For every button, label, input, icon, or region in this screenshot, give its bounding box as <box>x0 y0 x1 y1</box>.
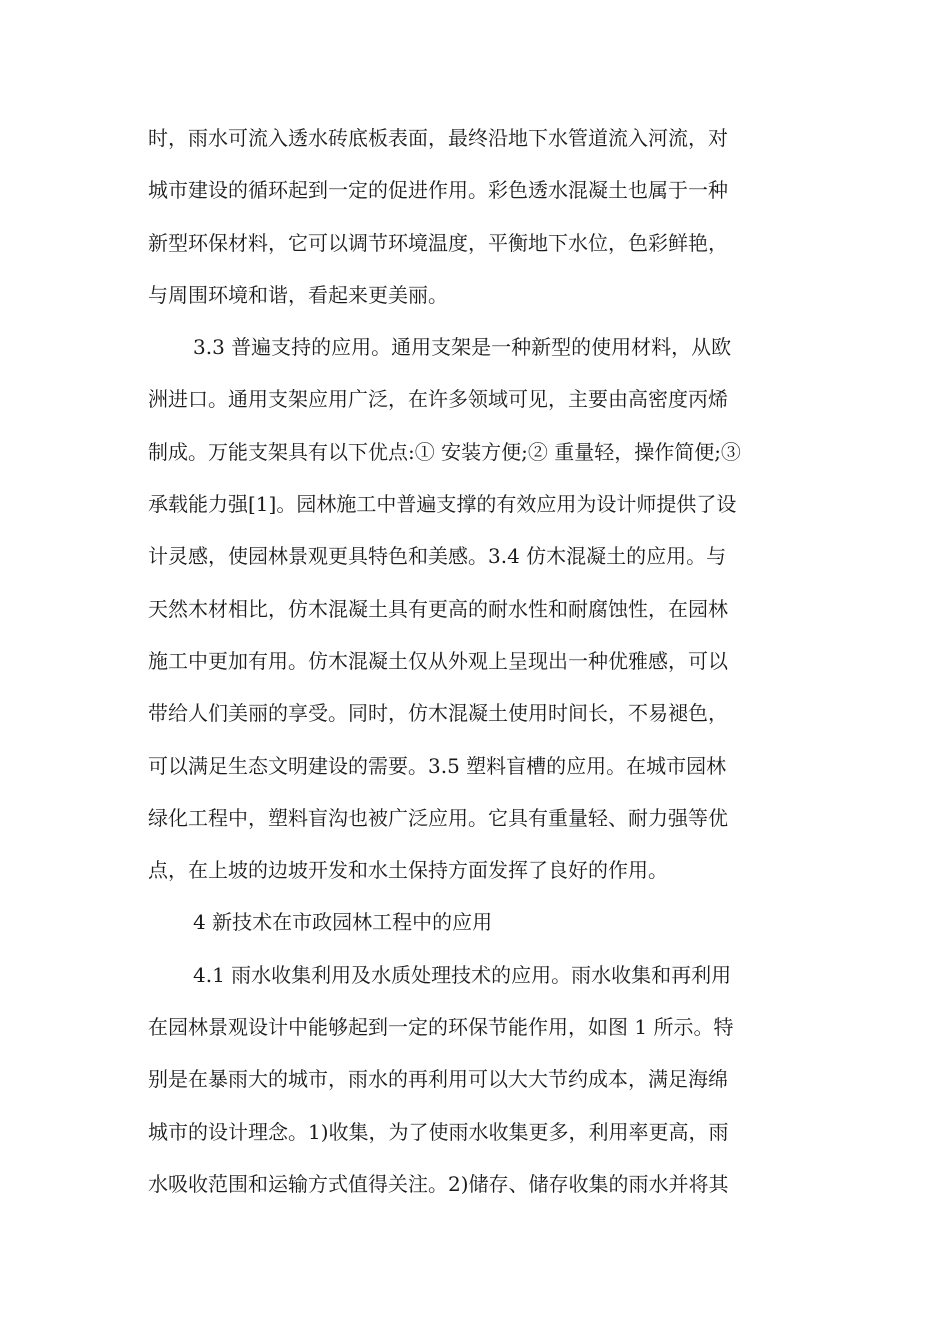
text-line: 施工中更加有用。仿木混凝土仅从外观上呈现出一种优雅感，可以 <box>148 648 728 673</box>
text-line: 计灵感，使园林景观更具特色和美感。3.4 仿木混凝土的应用。与 <box>148 544 727 569</box>
text-line: 制成。万能支架具有以下优点:① 安装方便;② 重量轻，操作简便;③ <box>148 439 741 464</box>
text-line: 别是在暴雨大的城市，雨水的再利用可以大大节约成本，满足海绵 <box>148 1067 728 1092</box>
text-line: 承载能力强[1]。园林施工中普遍支撑的有效应用为设计师提供了设 <box>148 492 737 517</box>
text-line: 在园林景观设计中能够起到一定的环保节能作用，如图 1 所示。特 <box>148 1015 734 1040</box>
text-line: 城市的设计理念。1)收集，为了使雨水收集更多，利用率更高，雨 <box>148 1119 729 1144</box>
text-line: 天然木材相比，仿木混凝土具有更高的耐水性和耐腐蚀性，在园林 <box>148 596 728 621</box>
text-line: 点，在上坡的边坡开发和水土保持方面发挥了良好的作用。 <box>148 858 668 883</box>
text-line: 绿化工程中，塑料盲沟也被广泛应用。它具有重量轻、耐力强等优 <box>148 805 728 830</box>
text-line: 洲进口。通用支架应用广泛，在许多领域可见，主要由高密度丙烯 <box>148 387 728 412</box>
text-line: 带给人们美丽的享受。同时，仿木混凝土使用时间长，不易褪色， <box>148 701 728 726</box>
text-line: 水吸收范围和运输方式值得关注。2)储存、储存收集的雨水并将其 <box>148 1171 729 1196</box>
paragraph-start-4-1: 4.1 雨水收集利用及水质处理技术的应用。雨水收集和再利用 <box>193 962 732 987</box>
text-line: 与周围环境和谐，看起来更美丽。 <box>148 282 448 307</box>
text-line: 可以满足生态文明建设的需要。3.5 塑料盲槽的应用。在城市园林 <box>148 753 727 778</box>
text-line: 新型环保材料，它可以调节环境温度，平衡地下水位，色彩鲜艳， <box>148 230 728 255</box>
section-heading-4: 4 新技术在市政园林工程中的应用 <box>193 910 493 935</box>
paragraph-start-3-3: 3.3 普遍支持的应用。通用支架是一种新型的使用材料，从欧 <box>193 335 732 360</box>
text-line: 时，雨水可流入透水砖底板表面，最终沿地下水管道流入河流，对 <box>148 126 728 150</box>
body-text <box>148 112 803 1210</box>
text-line: 城市建设的循环起到一定的促进作用。彩色透水混凝土也属于一种 <box>148 178 728 203</box>
